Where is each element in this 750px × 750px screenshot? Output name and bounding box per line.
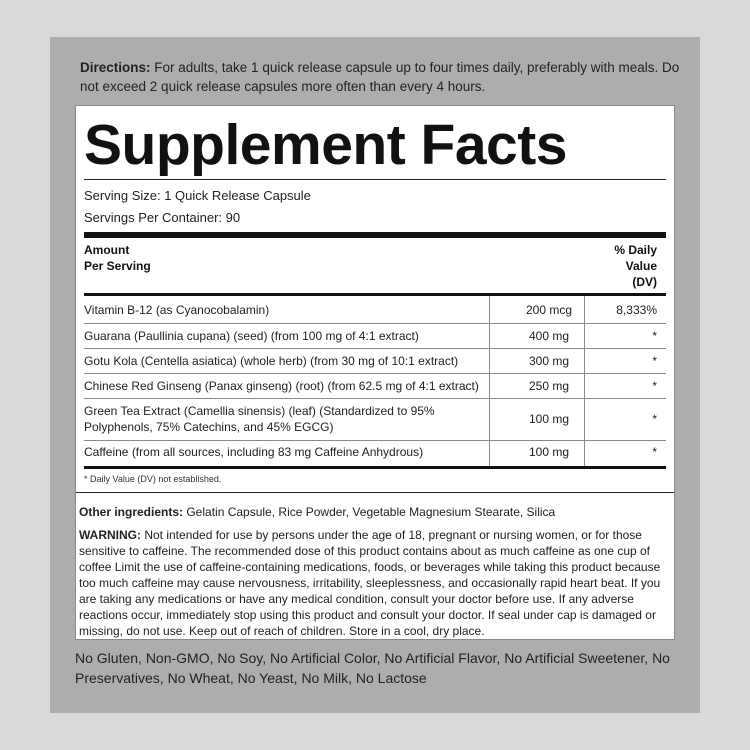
row-divider: [84, 440, 666, 441]
ingredient-amount: 300 mg: [528, 354, 570, 368]
warning-label: WARNING:: [79, 528, 141, 542]
row-divider: [84, 348, 666, 349]
header-daily-value: [614, 242, 657, 290]
header-dv-line3: (DV): [632, 275, 657, 289]
warning-body: Not intended for use by persons under the age of 18, pregnant or nursing women, or for those sensitive to caffeine. The recommended dose of this product contains about as much caffeine as one cup of coffee Limit the use of caffeine-containing medications, foods, or beverages while taking this product because too much caffeine may cause nervousness, irritability, sleeplessness, and occasionally rapid heart beat. If you are taking any medications or have any medical condition, consult your doctor before use. If any adverse reactions occur, immediately stop using this product and consult your doctor. If seal under cap is damaged or missing, do not use. Keep out of reach of children. Store in a cool, dry place.: [79, 528, 661, 638]
divider: [76, 492, 674, 493]
divider: [84, 179, 666, 180]
ingredient-dv: *: [652, 354, 657, 368]
directions-label: Directions:: [80, 60, 151, 75]
directions-text: [80, 58, 680, 96]
supplement-facts-box: [75, 105, 675, 640]
column-divider: [584, 296, 585, 467]
header-amount-line1: Amount: [84, 243, 130, 257]
other-ingredients: [79, 504, 664, 520]
divider-medium: [84, 293, 666, 296]
allergen-claims: No Gluten, Non-GMO, No Soy, No Artificial Color, No Artificial Flavor, No Artificial Sweetener, No Preservatives, No Wheat, No Yeast, No Milk, No Lactose: [75, 650, 670, 686]
column-divider: [489, 296, 490, 467]
header-dv-line1: % Daily: [614, 243, 657, 257]
directions-body: For adults, take 1 quick release capsule up to four times daily, preferably with meals. Do not exceed 2 quick release capsules more often than every 4 hours.: [80, 60, 680, 94]
header-amount-line2: Per Serving: [84, 259, 151, 273]
ingredient-dv: *: [652, 379, 657, 393]
ingredient-name: Gotu Kola (Centella asiatica) (whole herb) (from 30 mg of 10:1 extract): [84, 354, 459, 368]
ingredient-name: Chinese Red Ginseng (Panax ginseng) (root) (from 62.5 mg of 4:1 extract): [84, 379, 479, 393]
ingredient-name: Green Tea Extract (Camellia sinensis) (leaf) (Standardized to 95% Polyphenols, 75% Catechins, and 45% EGCG): [84, 404, 435, 434]
ingredient-amount: 100 mg: [528, 445, 570, 459]
ingredient-dv: *: [652, 445, 657, 459]
dv-footnote: * Daily Value (DV) not established.: [84, 474, 222, 484]
facts-title: Supplement Facts: [84, 113, 567, 177]
other-ingredients-text: Gelatin Capsule, Rice Powder, Vegetable Magnesium Stearate, Silica: [183, 505, 556, 519]
ingredient-dv: 8,333%: [616, 303, 657, 317]
servings-per-container: Servings Per Container: 90: [84, 210, 241, 225]
row-divider: [84, 373, 666, 374]
row-divider: [84, 323, 666, 324]
ingredient-dv: *: [652, 412, 657, 426]
header-dv-line2: Value: [625, 259, 657, 273]
serving-size: Serving Size: 1 Quick Release Capsule: [84, 188, 311, 203]
ingredient-dv: *: [652, 329, 657, 343]
ingredient-amount: 250 mg: [528, 379, 570, 393]
ingredient-name: Guarana (Paullinia cupana) (seed) (from 100 mg of 4:1 extract): [84, 329, 419, 343]
divider-thick: [84, 232, 666, 238]
ingredient-amount: 200 mcg: [525, 303, 573, 317]
ingredient-name: Vitamin B-12 (as Cyanocobalamin): [84, 303, 270, 317]
other-ingredients-label: Other ingredients:: [79, 505, 184, 519]
row-divider: [84, 398, 666, 399]
ingredient-amount: 100 mg: [528, 412, 570, 426]
ingredient-amount: 400 mg: [528, 329, 570, 343]
warning-text: [79, 527, 669, 639]
ingredient-name: Caffeine (from all sources, including 83 mg Caffeine Anhydrous): [84, 445, 424, 459]
header-amount: [84, 242, 151, 274]
divider-medium: [84, 466, 666, 469]
